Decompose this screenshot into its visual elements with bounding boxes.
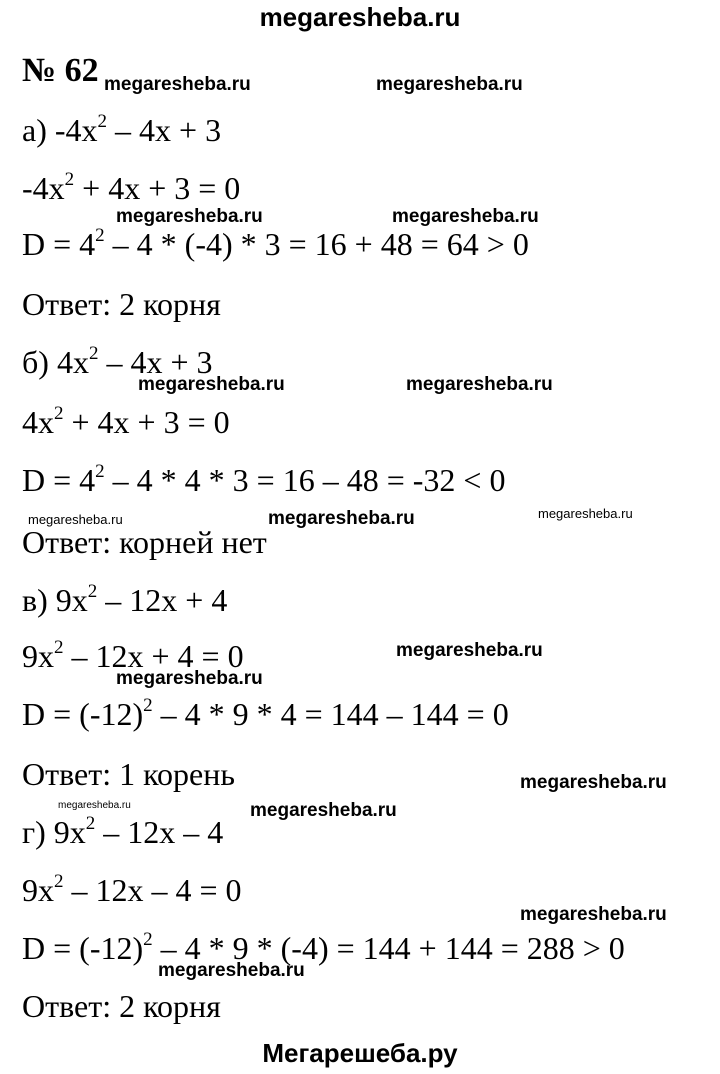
task-number: № 62 [22, 52, 99, 89]
watermark: megaresheba.ru [138, 374, 285, 395]
part-b-expression: б) $4x^2 - 4x + 3$ [22, 343, 213, 380]
part-d-expression: г) $9x^2 - 12x - 4$ [22, 813, 224, 850]
part-a-answer: Ответ: 2 корня [22, 286, 221, 322]
part-c-expression: в) $9x^2 - 12x + 4$ [22, 581, 228, 618]
watermark: megaresheba.ru [116, 668, 263, 689]
watermark: megaresheba.ru [520, 772, 667, 793]
watermark: megaresheba.ru [28, 512, 123, 527]
part-b-discriminant: $D = 4^2 - 4 * 4 * 3 = 16 - 48 = -32 < 0$ [22, 461, 506, 498]
watermark: megaresheba.ru [158, 960, 305, 981]
watermark: megaresheba.ru [104, 74, 251, 95]
watermark: megaresheba.ru [396, 640, 543, 661]
watermark: megaresheba.ru [392, 206, 539, 227]
part-c-answer: Ответ: 1 корень [22, 756, 235, 792]
part-c-discriminant: $D = (-12)^2 - 4 * 9 * 4 = 144 - 144 = 0$ [22, 695, 509, 732]
watermark: megaresheba.ru [406, 374, 553, 395]
part-d-discriminant: $D = (-12)^2 - 4 * 9 * (-4) = 144 + 144 = 288 > 0$ [22, 929, 625, 966]
watermark: megaresheba.ru [250, 800, 397, 821]
part-b-answer: Ответ: корней нет [22, 524, 267, 560]
part-c-equation: $9x^2 - 12x + 4 = 0$ [22, 637, 244, 674]
part-b-equation: $4x^2 + 4x + 3 = 0$ [22, 403, 230, 440]
watermark: megaresheba.ru [268, 508, 415, 529]
part-d-answer: Ответ: 2 корня [22, 988, 221, 1024]
watermark: megaresheba.ru [116, 206, 263, 227]
part-a-expression: а) $-4x^2 - 4x + 3$ [22, 111, 222, 148]
part-d-equation: $9x^2 - 12x - 4 = 0$ [22, 871, 242, 908]
watermark: megaresheba.ru [538, 506, 633, 521]
site-footer: Мегарешеба.ру [262, 1038, 458, 1068]
site-header: megaresheba.ru [259, 2, 461, 32]
part-a-equation: $-4x^2 + 4x + 3 = 0$ [22, 169, 241, 206]
watermark: megaresheba.ru [376, 74, 523, 95]
watermark: megaresheba.ru [520, 904, 667, 925]
watermark: megaresheba.ru [58, 800, 131, 811]
part-a-discriminant: $D = 4^2 - 4 * (-4) * 3 = 16 + 48 = 64 > 0$ [22, 225, 529, 262]
